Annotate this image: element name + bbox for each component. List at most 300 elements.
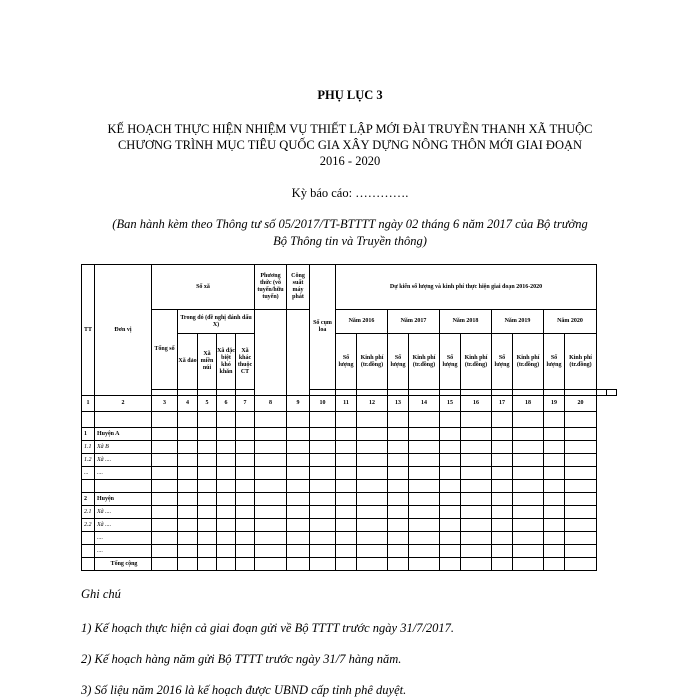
- data-cell: [461, 558, 492, 571]
- data-cell: [287, 467, 310, 480]
- data-cell: [217, 467, 236, 480]
- data-cell: [178, 532, 198, 545]
- data-cell: [388, 467, 409, 480]
- data-cell: [357, 480, 388, 493]
- data-cell: [287, 412, 310, 428]
- header-speakers: Số cụm loa: [310, 265, 336, 390]
- issued-line-1: (Ban hành kèm theo Thông tư số 05/2017/TT-BTTTT ngày 02 tháng 6 năm 2017 của Bộ trưởng: [112, 217, 588, 231]
- row-unit: Huyện A: [95, 428, 152, 441]
- row-unit: Xã ....: [95, 519, 152, 532]
- data-cell: [336, 519, 357, 532]
- data-cell: [565, 493, 597, 506]
- data-cell: [255, 545, 287, 558]
- table-row: [82, 467, 617, 480]
- data-cell: [440, 480, 461, 493]
- header-spacer: [607, 390, 617, 396]
- data-cell: [198, 480, 217, 493]
- data-cell: [357, 519, 388, 532]
- data-cell: [357, 532, 388, 545]
- data-cell: [461, 506, 492, 519]
- column-number: 13: [388, 396, 409, 412]
- data-cell: [255, 506, 287, 519]
- data-cell: [198, 467, 217, 480]
- data-cell: [178, 412, 198, 428]
- data-cell: [388, 506, 409, 519]
- data-cell: [310, 467, 336, 480]
- table-row: [82, 480, 617, 493]
- header-among: Trong đó (đề nghị đánh dấu X): [178, 310, 255, 334]
- data-cell: [198, 428, 217, 441]
- data-cell: [492, 493, 513, 506]
- data-cell: [236, 532, 255, 545]
- data-cell: [492, 519, 513, 532]
- data-cell: [544, 412, 565, 428]
- data-cell: [236, 441, 255, 454]
- header-cost: Kinh phí (tr.đồng): [461, 334, 492, 390]
- document-title: [0, 121, 700, 169]
- column-number-row: [82, 396, 617, 412]
- data-cell: [357, 467, 388, 480]
- data-cell: [217, 480, 236, 493]
- data-cell: [565, 454, 597, 467]
- row-tt: 1.1: [82, 441, 95, 454]
- data-cell: [198, 441, 217, 454]
- data-cell: [287, 506, 310, 519]
- data-cell: [565, 428, 597, 441]
- row-tt: 1.2: [82, 454, 95, 467]
- data-cell: [388, 532, 409, 545]
- data-cell: [513, 467, 544, 480]
- data-cell: [217, 519, 236, 532]
- header-difficult: Xã đặc biệt khó khăn: [217, 334, 236, 390]
- data-cell: [409, 519, 440, 532]
- data-cell: [287, 532, 310, 545]
- column-number: 17: [492, 396, 513, 412]
- data-cell: [440, 545, 461, 558]
- data-cell: [217, 532, 236, 545]
- data-cell: [357, 506, 388, 519]
- column-number: 18: [513, 396, 544, 412]
- data-cell: [255, 493, 287, 506]
- data-cell: [217, 545, 236, 558]
- data-cell: [409, 558, 440, 571]
- table-row: [82, 545, 617, 558]
- table-row: [82, 493, 617, 506]
- title-line-3: 2016 - 2020: [319, 154, 381, 168]
- header-method-blank: [255, 310, 287, 396]
- data-cell: [440, 412, 461, 428]
- data-cell: [236, 454, 255, 467]
- data-cell: [336, 428, 357, 441]
- data-cell: [255, 532, 287, 545]
- data-cell: [409, 493, 440, 506]
- data-cell: [565, 519, 597, 532]
- data-cell: [336, 558, 357, 571]
- data-cell: [198, 545, 217, 558]
- data-cell: [336, 412, 357, 428]
- data-cell: [388, 454, 409, 467]
- data-cell: [565, 467, 597, 480]
- data-cell: [544, 441, 565, 454]
- data-cell: [513, 428, 544, 441]
- data-cell: [152, 493, 178, 506]
- row-tt: [82, 532, 95, 545]
- data-cell: [357, 412, 388, 428]
- data-cell: [461, 454, 492, 467]
- data-cell: [178, 558, 198, 571]
- data-cell: [513, 545, 544, 558]
- data-cell: [565, 558, 597, 571]
- data-cell: [217, 506, 236, 519]
- data-cell: [287, 480, 310, 493]
- column-number: 8: [255, 396, 287, 412]
- data-cell: [255, 558, 287, 571]
- data-cell: [287, 519, 310, 532]
- data-cell: [152, 467, 178, 480]
- data-cell: [357, 493, 388, 506]
- data-cell: [513, 480, 544, 493]
- data-cell: [287, 454, 310, 467]
- column-number: 11: [336, 396, 357, 412]
- data-cell: [388, 480, 409, 493]
- data-cell: [336, 506, 357, 519]
- data-cell: [236, 412, 255, 428]
- data-cell: [287, 493, 310, 506]
- data-cell: [461, 493, 492, 506]
- table-row: [82, 441, 617, 454]
- data-cell: [336, 467, 357, 480]
- data-cell: [310, 441, 336, 454]
- data-cell: [544, 467, 565, 480]
- column-number: 16: [461, 396, 492, 412]
- data-cell: [255, 412, 287, 428]
- data-cell: [492, 480, 513, 493]
- row-unit: Tổng cộng: [95, 558, 152, 571]
- data-cell: [388, 545, 409, 558]
- data-cell: [388, 441, 409, 454]
- data-cell: [492, 467, 513, 480]
- data-cell: [236, 506, 255, 519]
- data-cell: [255, 519, 287, 532]
- table-row: [82, 558, 617, 571]
- header-tt: TT: [82, 265, 95, 396]
- data-cell: [461, 519, 492, 532]
- data-cell: [492, 441, 513, 454]
- column-number: 4: [178, 396, 198, 412]
- data-cell: [409, 480, 440, 493]
- header-qty: Số lượng: [492, 334, 513, 390]
- header-year-2016: Năm 2016: [336, 310, 388, 334]
- column-number: 10: [310, 396, 336, 412]
- data-cell: [388, 558, 409, 571]
- data-cell: [492, 428, 513, 441]
- data-cell: [178, 493, 198, 506]
- data-cell: [310, 412, 336, 428]
- data-cell: [217, 412, 236, 428]
- table-row: [82, 519, 617, 532]
- header-qty: Số lượng: [388, 334, 409, 390]
- data-cell: [357, 428, 388, 441]
- header-communes: Số xã: [152, 265, 255, 310]
- data-cell: [178, 506, 198, 519]
- data-cell: [440, 558, 461, 571]
- data-cell: [440, 454, 461, 467]
- data-cell: [409, 454, 440, 467]
- data-cell: [178, 454, 198, 467]
- data-cell: [178, 545, 198, 558]
- data-cell: [152, 480, 178, 493]
- header-cost: Kinh phí (tr.đồng): [513, 334, 544, 390]
- report-period: Kỳ báo cáo: ………….: [291, 186, 409, 200]
- data-cell: [492, 454, 513, 467]
- row-tt: 2.2: [82, 519, 95, 532]
- data-cell: [310, 493, 336, 506]
- row-unit: Xã B: [95, 441, 152, 454]
- issued-line-2: Bộ Thông tin và Truyền thông): [273, 234, 427, 248]
- data-cell: [310, 545, 336, 558]
- data-cell: [492, 532, 513, 545]
- header-cost: Kinh phí (tr.đồng): [357, 334, 388, 390]
- data-cell: [565, 545, 597, 558]
- title-line-1: KẾ HOẠCH THỰC HIỆN NHIỆM VỤ THIẾT LẬP MỚI ĐÀI TRUYỀN THANH XÃ THUỘC: [107, 122, 593, 136]
- data-cell: [461, 545, 492, 558]
- table-row: [82, 428, 617, 441]
- data-cell: [152, 558, 178, 571]
- data-cell: [492, 545, 513, 558]
- row-tt: 1: [82, 428, 95, 441]
- data-cell: [409, 506, 440, 519]
- column-number: 19: [544, 396, 565, 412]
- data-cell: [544, 454, 565, 467]
- header-unit: Đơn vị: [95, 265, 152, 396]
- header-spacer: [597, 390, 607, 396]
- data-cell: [513, 532, 544, 545]
- column-number: 9: [287, 396, 310, 412]
- row-unit: ....: [95, 532, 152, 545]
- data-cell: [152, 545, 178, 558]
- table-row: [82, 454, 617, 467]
- data-cell: [461, 532, 492, 545]
- row-tt: 2.1: [82, 506, 95, 519]
- data-cell: [310, 506, 336, 519]
- data-cell: [565, 506, 597, 519]
- header-plan: Dự kiến số lượng và kinh phí thực hiện giai đoạn 2016-2020: [336, 265, 597, 310]
- data-cell: [198, 558, 217, 571]
- data-cell: [357, 454, 388, 467]
- data-cell: [461, 467, 492, 480]
- data-cell: [217, 428, 236, 441]
- data-cell: [336, 493, 357, 506]
- row-unit: Huyện: [95, 493, 152, 506]
- row-unit: [95, 412, 152, 428]
- row-unit: ....: [95, 467, 152, 480]
- data-cell: [310, 454, 336, 467]
- data-cell: [409, 467, 440, 480]
- data-cell: [565, 480, 597, 493]
- data-cell: [178, 519, 198, 532]
- data-cell: [409, 441, 440, 454]
- data-cell: [152, 519, 178, 532]
- data-cell: [440, 493, 461, 506]
- data-cell: [178, 441, 198, 454]
- column-number: 6: [217, 396, 236, 412]
- data-cell: [198, 519, 217, 532]
- data-cell: [409, 545, 440, 558]
- data-cell: [198, 412, 217, 428]
- data-cell: [336, 532, 357, 545]
- data-cell: [310, 428, 336, 441]
- data-cell: [513, 493, 544, 506]
- data-cell: [461, 412, 492, 428]
- table-row: [82, 532, 617, 545]
- data-cell: [388, 493, 409, 506]
- data-cell: [544, 558, 565, 571]
- data-cell: [357, 558, 388, 571]
- row-tt: [82, 480, 95, 493]
- data-cell: [287, 545, 310, 558]
- header-year-2018: Năm 2018: [440, 310, 492, 334]
- header-year-2019: Năm 2019: [492, 310, 544, 334]
- header-mountain: Xã miền núi: [198, 334, 217, 390]
- data-cell: [440, 428, 461, 441]
- data-cell: [440, 441, 461, 454]
- header-other: Xã khác thuộc CT: [236, 334, 255, 390]
- data-cell: [492, 412, 513, 428]
- header-island: Xã đảo: [178, 334, 198, 390]
- data-cell: [513, 519, 544, 532]
- data-cell: [287, 441, 310, 454]
- column-number: 2: [95, 396, 152, 412]
- data-cell: [544, 506, 565, 519]
- header-year-2017: Năm 2017: [388, 310, 440, 334]
- column-number: 1: [82, 396, 95, 412]
- row-unit: [95, 480, 152, 493]
- data-cell: [565, 532, 597, 545]
- data-cell: [461, 428, 492, 441]
- data-cell: [357, 545, 388, 558]
- data-cell: [217, 454, 236, 467]
- data-cell: [513, 558, 544, 571]
- column-number: 14: [409, 396, 440, 412]
- header-capacity: Công suất máy phát: [287, 265, 310, 310]
- data-cell: [217, 558, 236, 571]
- data-cell: [440, 519, 461, 532]
- header-cost: Kinh phí (tr.đồng): [409, 334, 440, 390]
- data-cell: [513, 441, 544, 454]
- data-cell: [357, 441, 388, 454]
- header-total: Tổng số: [152, 310, 178, 390]
- title-line-2: CHƯƠNG TRÌNH MỤC TIÊU QUỐC GIA XÂY DỰNG NÔNG THÔN MỚI GIAI ĐOẠN: [117, 138, 583, 152]
- data-cell: [178, 428, 198, 441]
- data-cell: [440, 532, 461, 545]
- data-cell: [544, 480, 565, 493]
- note-item: 1) Kế hoạch thực hiện cả giai đoạn gửi về Bộ TTTT trước ngày 31/7/2017.: [81, 621, 455, 635]
- data-cell: [440, 467, 461, 480]
- column-number: 7: [236, 396, 255, 412]
- row-unit: ....: [95, 545, 152, 558]
- row-unit: Xã ....: [95, 454, 152, 467]
- column-number: 3: [152, 396, 178, 412]
- data-cell: [565, 412, 597, 428]
- row-unit: Xã ....: [95, 506, 152, 519]
- data-cell: [409, 428, 440, 441]
- row-tt: [82, 412, 95, 428]
- data-cell: [236, 493, 255, 506]
- data-cell: [152, 532, 178, 545]
- notes-title: Ghi chú: [81, 587, 121, 601]
- data-cell: [544, 519, 565, 532]
- data-cell: [336, 480, 357, 493]
- data-cell: [198, 506, 217, 519]
- note-item: 3) Số liệu năm 2016 là kế hoạch được UBND cấp tỉnh phê duyệt.: [81, 683, 407, 697]
- row-tt: [82, 558, 95, 571]
- data-cell: [152, 454, 178, 467]
- header-method: Phương thức (vô tuyến/hữu tuyến): [255, 265, 287, 310]
- note-item: 2) Kế hoạch hàng năm gửi Bộ TTTT trước ngày 31/7 hàng năm.: [81, 652, 402, 666]
- data-cell: [388, 412, 409, 428]
- table-row: [82, 506, 617, 519]
- data-cell: [152, 428, 178, 441]
- data-cell: [544, 493, 565, 506]
- data-cell: [236, 519, 255, 532]
- data-cell: [236, 428, 255, 441]
- data-cell: [178, 467, 198, 480]
- header-qty: Số lượng: [336, 334, 357, 390]
- data-cell: [336, 454, 357, 467]
- data-cell: [409, 532, 440, 545]
- data-cell: [544, 428, 565, 441]
- data-cell: [236, 545, 255, 558]
- data-cell: [310, 532, 336, 545]
- column-number: 12: [357, 396, 388, 412]
- data-cell: [152, 412, 178, 428]
- data-cell: [544, 532, 565, 545]
- data-cell: [255, 480, 287, 493]
- data-cell: [336, 441, 357, 454]
- column-number: 15: [440, 396, 461, 412]
- data-cell: [152, 506, 178, 519]
- data-cell: [152, 441, 178, 454]
- data-cell: [310, 480, 336, 493]
- plan-table: [81, 264, 617, 571]
- header-capacity-blank: [287, 310, 310, 396]
- data-cell: [236, 480, 255, 493]
- data-cell: [198, 532, 217, 545]
- header-cost: Kinh phí (tr.đồng): [565, 334, 597, 390]
- header-qty: Số lượng: [440, 334, 461, 390]
- table-row: [82, 412, 617, 428]
- column-number: 20: [565, 396, 597, 412]
- data-cell: [217, 441, 236, 454]
- data-cell: [287, 428, 310, 441]
- data-cell: [461, 480, 492, 493]
- data-cell: [198, 493, 217, 506]
- data-cell: [513, 506, 544, 519]
- row-tt: 2: [82, 493, 95, 506]
- data-cell: [236, 467, 255, 480]
- data-cell: [388, 519, 409, 532]
- data-cell: [336, 545, 357, 558]
- data-cell: [409, 412, 440, 428]
- data-cell: [388, 428, 409, 441]
- appendix-title: PHỤ LỤC 3: [317, 88, 383, 102]
- data-cell: [492, 506, 513, 519]
- data-cell: [461, 441, 492, 454]
- data-cell: [178, 480, 198, 493]
- data-cell: [255, 467, 287, 480]
- data-cell: [287, 558, 310, 571]
- header-year-2020: Năm 2020: [544, 310, 597, 334]
